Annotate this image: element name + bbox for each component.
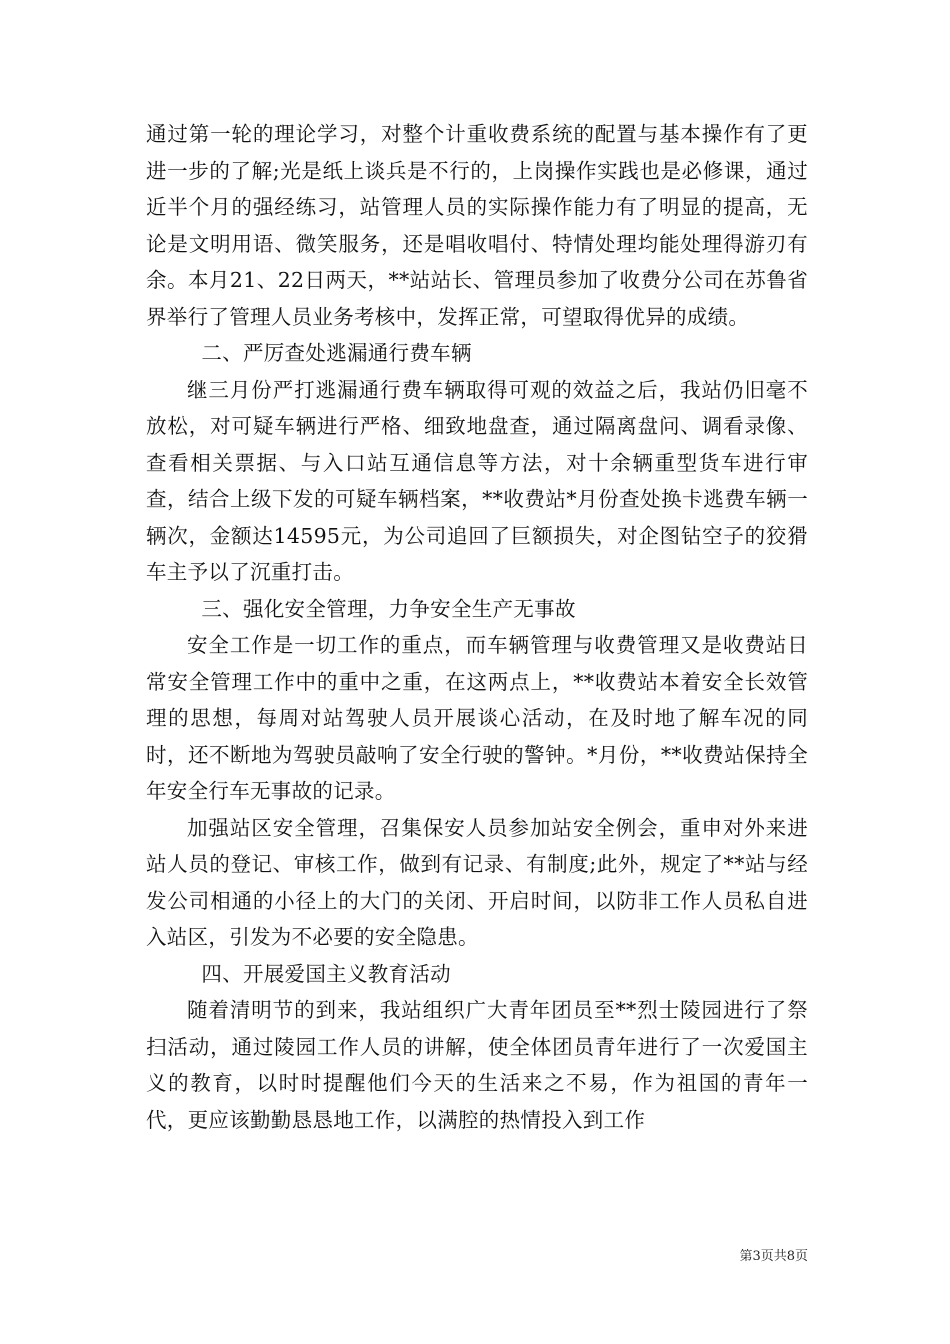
section-heading-4: 四、开展爱国主义教育活动 bbox=[201, 961, 451, 986]
page-number: 第3页共8页 bbox=[739, 1249, 808, 1264]
paragraph-toll-evasion: 继三月份严打逃漏通行费车辆取得可观的效益之后，我站仍旧毫不放松，对可疑车辆进行严格、细致地盘查，通过隔离盘问、调看录像、查看相关票据、与入口站互通信息等方法，对十余辆重型货车进行审查，结合上级下发的可疑车辆档案，**收费站*月份查处换卡逃费车辆一辆次，金额达14595元，为公司追回了巨额损失，对企图钻空子的狡猾车主予以了沉重打击。 bbox=[146, 377, 808, 584]
section-heading-3: 三、强化安全管理，力争安全生产无事故 bbox=[201, 596, 576, 621]
paragraph-patriotic-education: 随着清明节的到来，我站组织广大青年团员至**烈士陵园进行了祭扫活动，通过陵园工作人员的讲解，使全体团员青年进行了一次爱国主义的教育，以时时提醒他们今天的生活来之不易，作为祖国的青年一代，更应该勤勤恳恳地工作，以满腔的热情投入到工作 bbox=[146, 998, 808, 1132]
paragraph-training: 通过第一轮的理论学习，对整个计重收费系统的配置与基本操作有了更进一步的了解;光是纸上谈兵是不行的，上岗操作实践也是必修课，通过近半个月的强经练习，站管理人员的实际操作能力有了明显的提高，无论是文明用语、微笑服务，还是唱收唱付、特情处理均能处理得游刃有余。本月21、22日两天，**站站长、管理员参加了收费分公司在苏鲁省界举行了管理人员业务考核中，发挥正常，可望取得优异的成绩。 bbox=[146, 122, 808, 329]
paragraph-safety-work: 安全工作是一切工作的重点，而车辆管理与收费管理又是收费站日常安全管理工作中的重中之重，在这两点上，**收费站本着安全长效管理的思想，每周对站驾驶人员开展谈心活动，在及时地了解车况的同时，还不断地为驾驶员敲响了安全行驶的警钟。*月份，**收费站保持全年安全行车无事故的记录。 bbox=[146, 633, 808, 803]
document-body bbox=[146, 116, 808, 1138]
section-heading-2: 二、严厉查处逃漏通行费车辆 bbox=[201, 341, 472, 365]
paragraph-station-security: 加强站区安全管理，召集保安人员参加站安全例会，重申对外来进站人员的登记、审核工作，做到有记录、有制度;此外，规定了**站与经发公司相通的小径上的大门的关闭、开启时间，以防非工作人员私自进入站区，引发为不必要的安全隐患。 bbox=[146, 815, 808, 949]
